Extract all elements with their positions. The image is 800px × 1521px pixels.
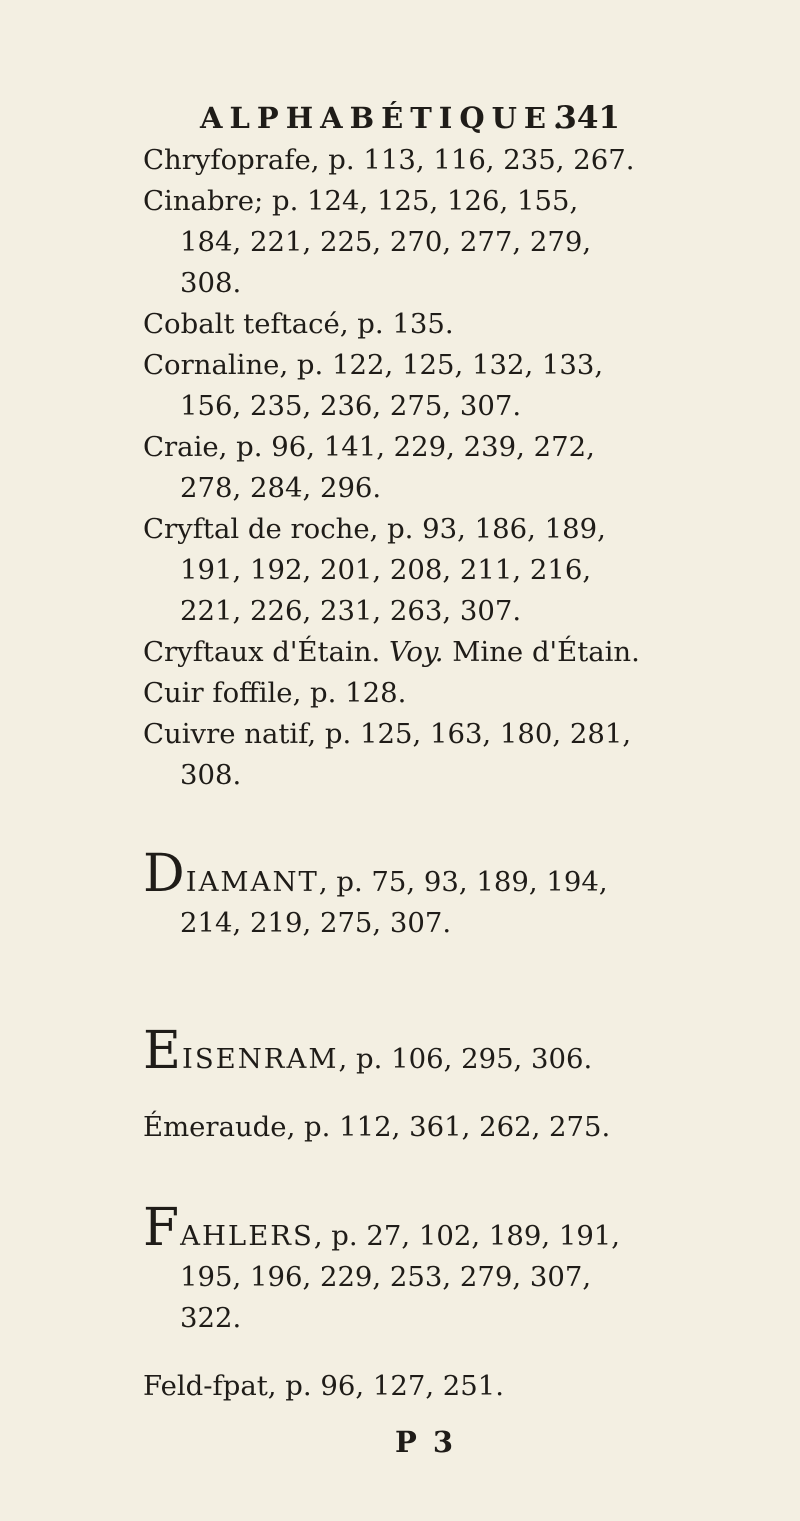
entry-refs: , p. 113, 116, 235, 267. — [310, 144, 635, 176]
index-entry — [143, 632, 643, 673]
entry-refs: , p. 112, 361, 262, 275. — [286, 1111, 611, 1143]
entry-refs: , p. 75, 93, 189, 194, 214, 219, 275, 307. — [180, 865, 608, 939]
entry-voy: Voy. — [389, 636, 444, 668]
index-entry — [143, 673, 643, 714]
entry-term: ISENRAM — [181, 1042, 339, 1075]
entry-term: Cryftal de roche — [143, 513, 370, 545]
entry-term: Cinabre — [143, 185, 254, 217]
entry-target: Mine d'Étain. — [443, 636, 640, 668]
entry-term: Craie — [143, 431, 219, 463]
running-head-title: ALPHABÉTIQUE. — [200, 101, 571, 135]
dropcap-d: D — [143, 843, 185, 904]
entry-refs: , p. 106, 295, 306. — [338, 1042, 593, 1075]
entry-refs: , p. 125, 163, 180, 281, 308. — [180, 718, 632, 791]
dropcap-e: E — [143, 1020, 181, 1081]
entry-refs: , p. 93, 186, 189, 191, 192, 201, 208, 211, 216, 221, 226, 231, 263, 307. — [180, 513, 606, 627]
signature-mark: P 3 — [395, 1425, 457, 1459]
section-divider — [143, 796, 643, 826]
dropcap-f: F — [143, 1197, 180, 1258]
index-entry-d — [143, 843, 643, 944]
index-entry — [143, 1366, 643, 1407]
entry-term: AHLERS — [180, 1219, 314, 1252]
entry-term: Cuivre natif — [143, 718, 308, 750]
entry-term: Chryfoprafe — [143, 144, 311, 176]
entry-term: Cornaline — [143, 349, 280, 381]
index-entry — [143, 714, 643, 796]
index-entry — [143, 345, 643, 427]
entry-term: Cryftaux d'Étain. — [143, 636, 381, 668]
section-divider — [143, 1148, 643, 1180]
running-head — [200, 96, 620, 140]
entry-term: Cobalt teftacé — [143, 308, 340, 340]
entry-refs: , p. 128. — [292, 677, 407, 709]
entry-term: Émeraude — [143, 1111, 287, 1143]
index-entry — [143, 509, 643, 632]
index-entry-f — [143, 1197, 643, 1339]
index-entries — [143, 140, 643, 1407]
section-divider — [143, 971, 643, 1003]
entry-term: Cuir foffile — [143, 677, 293, 709]
entry-refs: ; p. 124, 125, 126, 155, 184, 221, 225, 270, 277, 279, 308. — [180, 185, 592, 299]
entry-term: IAMANT — [185, 865, 319, 898]
index-entry — [143, 1107, 643, 1148]
entry-refs: , p. 96, 127, 251. — [267, 1370, 505, 1402]
entry-refs: , p. 122, 125, 132, 133, 156, 235, 236, 275, 307. — [180, 349, 604, 422]
page-number: 341 — [555, 100, 620, 136]
index-entry-e — [143, 1020, 643, 1081]
index-entry — [143, 140, 643, 181]
entry-term: Feld-fpat — [143, 1370, 268, 1402]
entry-refs: , p. 96, 141, 229, 239, 272, 278, 284, 296. — [180, 431, 595, 504]
index-entry — [143, 304, 643, 345]
entry-refs: , p. 27, 102, 189, 191, 195, 196, 229, 253, 279, 307, 322. — [180, 1219, 621, 1334]
index-entry — [143, 181, 643, 304]
index-entry — [143, 427, 643, 509]
entry-refs: , p. 135. — [339, 308, 454, 340]
